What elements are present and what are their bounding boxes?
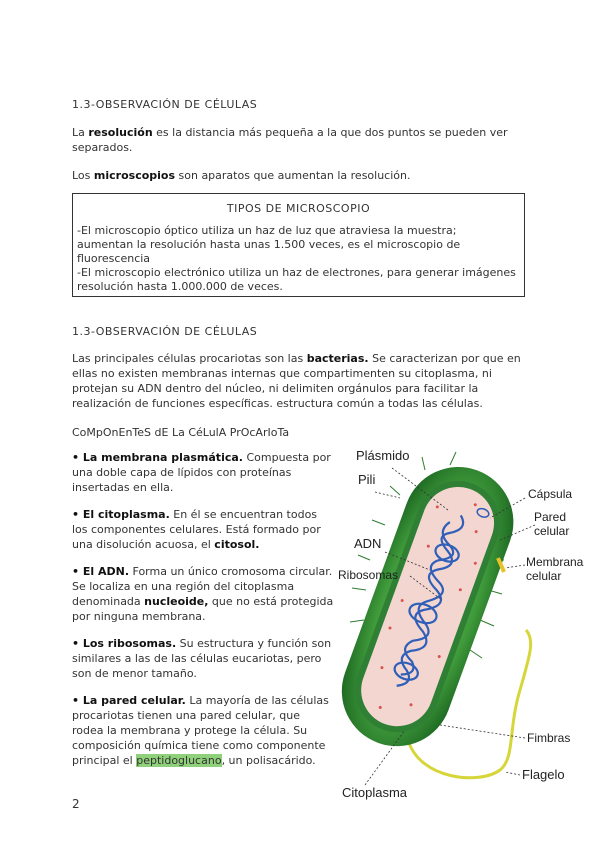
- bullet-ribosomas: • Los ribosomas. Su estructura y función son similares a las de las células eucariotas, pero son de menor tamaño.: [72, 637, 332, 680]
- bullet-citoplasma: • El citoplasma. En él se encuentran todos los componentes celulares. Está formado por una disolución acuosa, el citosol.: [72, 508, 321, 551]
- procariotas-paragraph: Las principales células procariotas son las bacterias. Se caracterizan por que en ellas no existen membranas internas que compartimenten su citoplasma, ni protejan su ADN dentro del núcleo, ni delimiten orgánulos para facilitar la realización de funciones específicas. estructura común a todas las células.: [72, 352, 521, 410]
- box-body: [77, 224, 516, 294]
- bullet-membrana: • La membrana plasmática. Compuesta por una doble capa de lípidos con proteínas insertadas en ella.: [72, 451, 331, 494]
- label-pared: Pared celular: [534, 510, 570, 538]
- label-pili: Pili: [358, 472, 376, 487]
- label-citoplasma: Citoplasma: [342, 785, 408, 800]
- resolution-paragraph: La resolución es la distancia más pequeña a la que dos puntos se pueden ver separados.: [72, 126, 508, 154]
- microscope-paragraph: Los microscopios son aparatos que aumentan la resolución.: [72, 169, 411, 182]
- label-membrana: Membrana celular: [526, 555, 584, 583]
- page-number: 2: [72, 797, 80, 811]
- bacterium-body: [330, 452, 529, 762]
- section1-heading: 1.3-OBSERVACIÓN DE CÉLULAS: [72, 98, 258, 111]
- box-line-electronic: -El microscopio electrónico utiliza un haz de electrones, para generar imágenes resolución hasta 1.000.000 de veces.: [77, 266, 516, 293]
- label-capsula: Cápsula: [528, 487, 573, 501]
- label-adn: ADN: [354, 536, 382, 551]
- bullet-adn: • El ADN. Forma un único cromosoma circular. Se localiza en una región del citoplasma denominada nucleoide, que no está protegida por ninguna membrana.: [72, 565, 334, 623]
- microscope-types-box: [72, 193, 525, 297]
- components-subheading: CoMpOnEnTeS dE La CéLulA PrOcArIoTa: [72, 426, 290, 439]
- label-fimbras: Fimbras: [527, 731, 571, 745]
- box-title: TIPOS DE MICROSCOPIO: [226, 202, 371, 215]
- bullet-pared: • La pared celular. La mayoría de las células procariotas tienen una pared celular, que rodea la membrana y protege la célula. Su composición química tiene como componente principal el peptidoglucano, un polisacárido.: [72, 694, 329, 767]
- label-ribosomas: Ribosomas: [338, 568, 399, 582]
- highlight-peptidoglucano: peptidoglucano: [136, 754, 222, 767]
- label-flagelo: Flagelo: [522, 767, 565, 782]
- box-line-optical: -El microscopio óptico utiliza un haz de luz que atraviesa la muestra; aumentan la resolución hasta unas 1.500 veces, es el microscopio de fluorescencia: [77, 224, 461, 265]
- section2-heading: 1.3-OBSERVACIÓN DE CÉLULAS: [72, 325, 258, 338]
- label-plasmido: Plásmido: [356, 448, 410, 463]
